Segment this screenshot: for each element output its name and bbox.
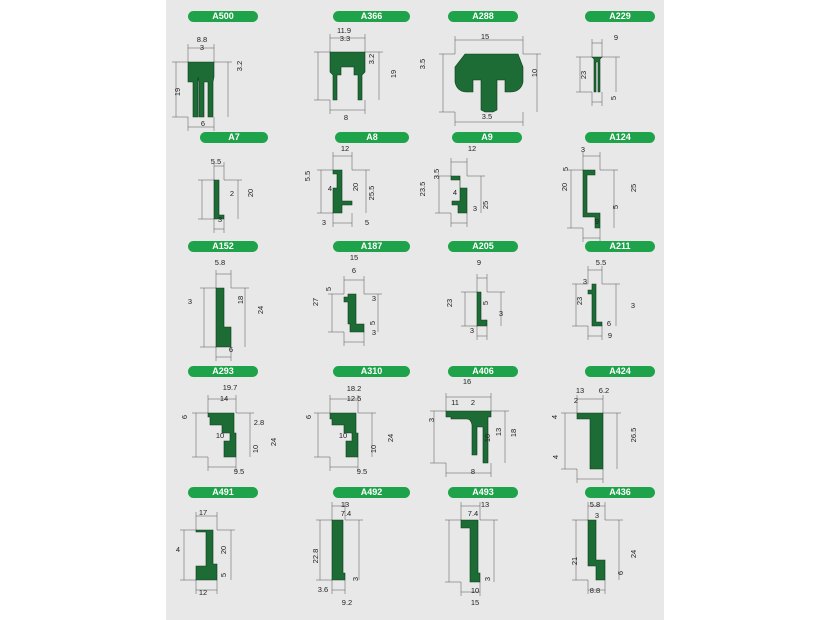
dimension-lines-a152 xyxy=(200,270,249,361)
dimension-label: 21 xyxy=(570,556,579,566)
dimension-label: 5 xyxy=(481,300,490,306)
dimension-label: 24 xyxy=(269,437,278,447)
profile-drawing-a229 xyxy=(540,22,664,134)
profile-drawing-a124 xyxy=(540,143,664,255)
dimension-label: 6 xyxy=(351,266,357,275)
dimension-label: 3 xyxy=(321,218,327,227)
dimension-label: 4 xyxy=(327,184,333,193)
profile-shape-a500 xyxy=(188,62,214,117)
profile-label-a293: A293 xyxy=(188,366,258,377)
profile-label-a205: A205 xyxy=(448,241,518,252)
dimension-label: 3 xyxy=(217,215,223,224)
profile-drawing-a492 xyxy=(290,498,414,610)
profile-drawing-a9 xyxy=(415,143,539,255)
dimension-label: 9.5 xyxy=(356,467,368,476)
dimension-lines-a366 xyxy=(314,34,383,114)
dimension-label: 5 xyxy=(368,320,377,326)
dimension-label: 12 xyxy=(198,588,208,597)
profile-drawing-a8 xyxy=(290,143,414,255)
dimension-label: 16 xyxy=(462,377,472,386)
dimension-label: 9.5 xyxy=(233,467,245,476)
dimension-label: 6.2 xyxy=(598,386,610,395)
profile-label-a500: A500 xyxy=(188,11,258,22)
dimension-label: 20 xyxy=(560,182,569,192)
dimension-label: 2.8 xyxy=(253,418,265,427)
dimension-label: 5 xyxy=(324,286,333,292)
dimension-label: 25.5 xyxy=(367,185,376,201)
dimension-label: 4 xyxy=(452,188,458,197)
dimension-label: 3 xyxy=(580,145,586,154)
dimension-label: 13 xyxy=(480,500,490,509)
dimension-label: 3.2 xyxy=(367,53,376,65)
dimension-label: 15 xyxy=(349,253,359,262)
profile-label-a211: A211 xyxy=(585,241,655,252)
dimension-label: 5 xyxy=(364,218,370,227)
dimension-label: 9.2 xyxy=(341,598,353,607)
dimension-label: 2 xyxy=(573,396,579,405)
profile-label-a491: A491 xyxy=(188,487,258,498)
dimension-label: 3.2 xyxy=(235,60,244,72)
profile-drawing-a293 xyxy=(166,377,290,489)
dimension-label: 20 xyxy=(351,182,360,192)
dimension-label: 18.2 xyxy=(346,384,362,393)
dimension-label: 3.5 xyxy=(432,168,441,180)
profile-drawing-a406 xyxy=(415,377,539,489)
dimension-label: 11.9 xyxy=(336,26,352,35)
profile-label-a310: A310 xyxy=(333,366,410,377)
dimension-label: 15 xyxy=(480,32,490,41)
profile-shape-a8 xyxy=(333,170,352,213)
dimension-label: 13 xyxy=(340,500,350,509)
dimension-label: 4 xyxy=(175,545,181,554)
dimension-label: 7.4 xyxy=(340,509,352,518)
dimension-label: 3.6 xyxy=(317,585,329,594)
dimension-label: 3 xyxy=(187,297,193,306)
dimension-label: 6 xyxy=(304,414,313,420)
profile-shape-a491 xyxy=(196,530,217,580)
dimension-label: 3 xyxy=(351,576,360,582)
dimension-label: 8 xyxy=(343,113,349,122)
dimension-label: 19.7 xyxy=(222,383,238,392)
profile-label-a492: A492 xyxy=(333,487,410,498)
dimension-label: 4 xyxy=(550,414,559,420)
dimension-label: 5.8 xyxy=(214,258,226,267)
profile-drawing-a310 xyxy=(290,377,414,489)
dimension-label: 12 xyxy=(467,144,477,153)
profile-shape-a493 xyxy=(461,520,480,582)
profile-drawing-a424 xyxy=(540,377,664,489)
dimension-label: 20 xyxy=(219,545,228,555)
dimension-label: 5 xyxy=(219,572,228,578)
dimension-label: 3 xyxy=(630,301,636,310)
dimension-label: 5 xyxy=(611,204,620,210)
profile-label-a366: A366 xyxy=(333,11,410,22)
dimension-label: 18 xyxy=(509,428,518,438)
profile-drawing-a211 xyxy=(540,252,664,364)
dimension-lines-a205 xyxy=(461,274,505,340)
profile-drawing-a7 xyxy=(166,143,290,255)
dimension-label: 15 xyxy=(470,598,480,607)
dimension-label: 20 xyxy=(246,188,255,198)
dimension-label: 3 xyxy=(199,43,205,52)
dimension-label: 8.8 xyxy=(589,586,601,595)
dimension-label: 23 xyxy=(579,70,588,80)
dimension-label: 27 xyxy=(311,297,320,307)
profile-label-a7: A7 xyxy=(200,132,268,143)
dimension-label: 4 xyxy=(551,454,560,460)
dimension-label: 10 xyxy=(470,586,480,595)
dimension-label: 5 xyxy=(609,95,618,101)
profile-label-a9: A9 xyxy=(452,132,522,143)
dimension-label: 3 xyxy=(427,417,436,423)
dimension-label: 10 xyxy=(251,444,260,454)
profile-drawing-a366 xyxy=(290,22,414,134)
dimension-label: 10 xyxy=(338,431,348,440)
profile-shape-a205 xyxy=(477,292,487,326)
profile-label-a406: A406 xyxy=(448,366,518,377)
dimension-label: 24 xyxy=(256,305,265,315)
profile-drawing-a187 xyxy=(290,252,414,364)
dimension-label: 6 xyxy=(606,319,612,328)
dimension-label: 3 xyxy=(469,326,475,335)
dimension-label: 6 xyxy=(228,345,234,354)
dimension-label: 3 xyxy=(371,328,377,337)
dimension-lines-a124 xyxy=(567,152,618,242)
dimension-label: 26.5 xyxy=(629,427,638,443)
dimension-label: 2 xyxy=(229,189,235,198)
dimension-label: 22.8 xyxy=(311,548,320,564)
dimension-label: 6 xyxy=(180,414,189,420)
profile-label-a436: A436 xyxy=(585,487,655,498)
profile-drawing-a500 xyxy=(166,22,290,134)
dimension-label: 6 xyxy=(616,570,625,576)
dimension-label: 10 xyxy=(530,68,539,78)
dimension-label: 5.8 xyxy=(589,500,601,509)
dimension-label: 6 xyxy=(200,119,206,128)
dimension-label: 11 xyxy=(451,398,459,407)
dimension-label: 12 xyxy=(340,144,350,153)
dimension-label: 3 xyxy=(498,309,504,318)
profile-drawing-a493 xyxy=(415,498,539,610)
dimension-label: 3 xyxy=(594,511,600,520)
dimension-label: 5.5 xyxy=(303,170,312,182)
dimension-label: 23.5 xyxy=(418,181,427,197)
profile-drawing-a491 xyxy=(166,498,290,610)
dimension-label: 25 xyxy=(629,183,638,193)
profile-label-a152: A152 xyxy=(188,241,258,252)
dimension-label: 24 xyxy=(386,433,395,443)
profile-shape-a211 xyxy=(588,284,602,326)
dimension-label: 10 xyxy=(215,431,225,440)
profile-shape-a288 xyxy=(455,54,523,112)
profile-drawing-a436 xyxy=(540,498,664,610)
profile-shape-a152 xyxy=(216,288,231,347)
dimension-label: 3 xyxy=(582,277,588,286)
dimension-label: 18 xyxy=(236,295,245,305)
dimension-label: 9 xyxy=(613,33,619,42)
dimension-label: 10 xyxy=(369,444,378,454)
dimension-label: 23 xyxy=(575,296,584,306)
dimension-label: 23 xyxy=(445,298,454,308)
dimension-label: 3.5 xyxy=(418,58,427,70)
profile-shape-a436 xyxy=(588,520,605,580)
profile-label-a424: A424 xyxy=(585,366,655,377)
profile-drawing-a288 xyxy=(415,22,539,134)
profile-label-a288: A288 xyxy=(448,11,518,22)
profile-label-a493: A493 xyxy=(448,487,518,498)
dimension-label: 17 xyxy=(198,508,208,517)
dimension-label: 24 xyxy=(629,549,638,559)
profile-shape-a7 xyxy=(214,180,224,219)
dimension-label: 10 xyxy=(483,433,492,443)
profile-drawing-a152 xyxy=(166,252,290,364)
profile-label-a124: A124 xyxy=(585,132,655,143)
profile-label-a8: A8 xyxy=(335,132,409,143)
profile-shape-a187 xyxy=(344,294,364,332)
dimension-label: 9 xyxy=(607,331,613,340)
dimension-label: 3.5 xyxy=(481,112,493,121)
dimension-label: 3 xyxy=(472,204,478,213)
dimension-lines-a8 xyxy=(317,152,370,227)
dimension-label: 2 xyxy=(470,398,476,407)
dimension-label: 5.5 xyxy=(595,258,607,267)
dimension-label: 25 xyxy=(481,200,490,210)
dimension-label: 7.4 xyxy=(467,509,479,518)
dimension-label: 19 xyxy=(389,69,398,79)
dimension-label: 14 xyxy=(219,394,229,403)
dimension-label: 8.8 xyxy=(196,35,208,44)
dimension-label: 3.3 xyxy=(339,34,351,43)
dimension-label: 12.5 xyxy=(346,394,362,403)
dimension-label: 5.5 xyxy=(210,157,222,166)
dimension-label: 9 xyxy=(594,217,600,226)
profile-shape-a229 xyxy=(592,57,602,92)
dimension-label: 5 xyxy=(561,166,570,172)
profile-shape-a424 xyxy=(577,413,603,469)
profile-shape-a366 xyxy=(330,52,365,100)
profile-label-a229: A229 xyxy=(585,11,655,22)
profile-shape-a492 xyxy=(332,520,345,580)
dimension-label: 3 xyxy=(371,294,377,303)
dimension-label: 19 xyxy=(173,87,182,97)
dimension-label: 3 xyxy=(483,576,492,582)
dimension-label: 13 xyxy=(575,386,585,395)
profile-label-a187: A187 xyxy=(333,241,410,252)
dimension-label: 9 xyxy=(476,258,482,267)
dimension-label: 13 xyxy=(494,427,503,437)
profile-drawing-a205 xyxy=(415,252,539,364)
dimension-label: 8 xyxy=(470,467,476,476)
